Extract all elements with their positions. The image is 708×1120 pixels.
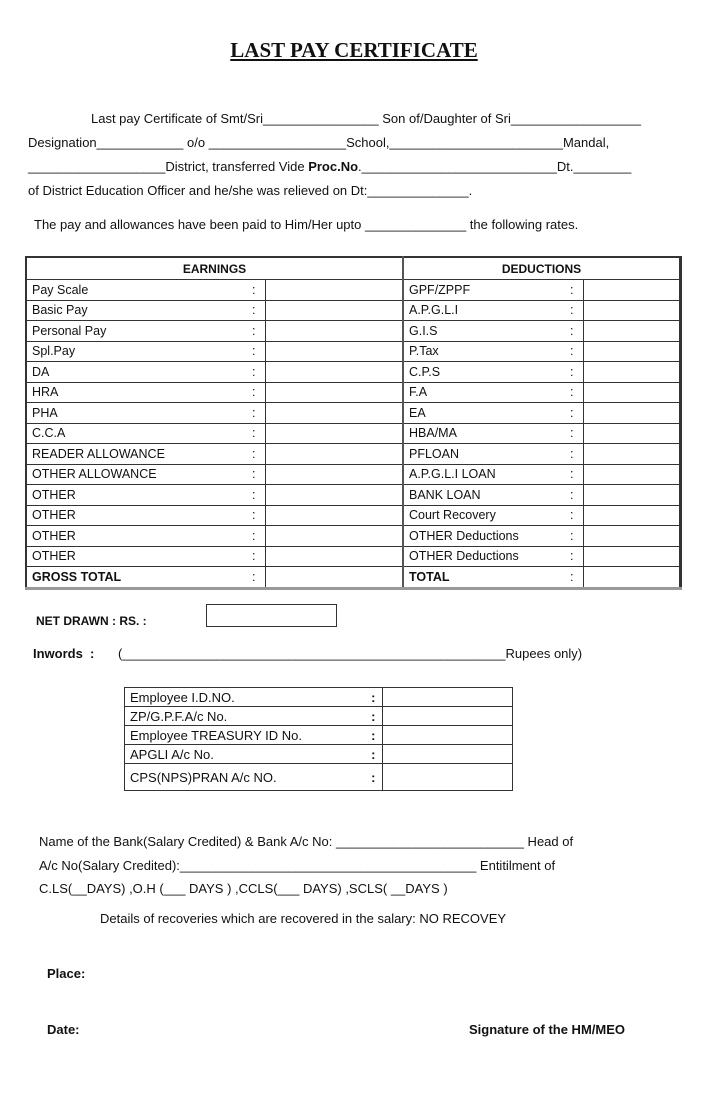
earning-label: DA [26, 362, 243, 383]
table-row [26, 300, 681, 321]
employee-field-label: APGLI A/c No. [125, 745, 365, 764]
employee-row [125, 688, 513, 707]
employee-details-table [124, 687, 513, 791]
employee-field-label: ZP/G.P.F.A/c No. [125, 707, 365, 726]
earning-label: Basic Pay [26, 300, 243, 321]
earning-colon: : [243, 321, 265, 342]
intro-line-2: Designation____________ o/o ___________________School,________________________Mandal, [28, 135, 610, 150]
earning-value[interactable] [265, 300, 403, 321]
earning-colon: : [243, 362, 265, 383]
deduction-value[interactable] [583, 526, 681, 547]
deduction-colon: : [561, 341, 583, 362]
table-row [26, 280, 681, 301]
deduction-value[interactable] [583, 423, 681, 444]
employee-field-value[interactable] [383, 688, 513, 707]
deduction-colon: : [561, 300, 583, 321]
earning-label: READER ALLOWANCE [26, 444, 243, 465]
deduction-value[interactable] [583, 362, 681, 383]
recoveries-text: Details of recoveries which are recovered in the salary: NO RECOVEY [100, 911, 507, 926]
deduction-value[interactable] [583, 485, 681, 506]
earning-value[interactable] [265, 526, 403, 547]
employee-field-value[interactable] [383, 745, 513, 764]
net-drawn-label: NET DRAWN : RS. : [36, 614, 147, 628]
earning-colon: : [243, 341, 265, 362]
intro-line-3c: .___________________________Dt.________ [358, 159, 632, 174]
earning-value[interactable] [265, 280, 403, 301]
earning-label: OTHER [26, 505, 243, 526]
table-row [26, 546, 681, 567]
deduction-label: TOTAL [403, 567, 561, 589]
deduction-value[interactable] [583, 321, 681, 342]
earning-label: Personal Pay [26, 321, 243, 342]
employee-colon: : [365, 707, 383, 726]
earning-value[interactable] [265, 444, 403, 465]
net-drawn-field[interactable] [206, 604, 337, 627]
table-row [26, 341, 681, 362]
deduction-colon: : [561, 567, 583, 589]
table-row [26, 382, 681, 403]
earning-value[interactable] [265, 321, 403, 342]
bank-line-1: Name of the Bank(Salary Credited) & Bank A/c No: __________________________ Head of [39, 834, 574, 849]
earning-label: OTHER ALLOWANCE [26, 464, 243, 485]
employee-row [125, 707, 513, 726]
deduction-label: BANK LOAN [403, 485, 561, 506]
earning-label: C.C.A [26, 423, 243, 444]
deduction-label: C.P.S [403, 362, 561, 383]
table-row [26, 444, 681, 465]
deduction-label: Court Recovery [403, 505, 561, 526]
table-header-row [26, 257, 681, 280]
intro-line-1: Last pay Certificate of Smt/Sri________________ Son of/Daughter of Sri__________________ [91, 111, 642, 126]
earning-colon: : [243, 567, 265, 589]
employee-colon: : [365, 764, 383, 791]
deduction-label: F.A [403, 382, 561, 403]
deduction-value[interactable] [583, 464, 681, 485]
deduction-label: PFLOAN [403, 444, 561, 465]
signature-label: Signature of the HM/MEO [469, 1022, 625, 1037]
deduction-label: OTHER Deductions [403, 546, 561, 567]
earning-colon: : [243, 526, 265, 547]
earning-value[interactable] [265, 546, 403, 567]
place-label: Place: [47, 966, 86, 981]
deduction-colon: : [561, 403, 583, 424]
intro-line-3 [28, 159, 631, 174]
table-row [26, 362, 681, 383]
earning-label: GROSS TOTAL [26, 567, 243, 589]
employee-colon: : [365, 726, 383, 745]
deduction-label: G.I.S [403, 321, 561, 342]
deduction-colon: : [561, 546, 583, 567]
earning-value[interactable] [265, 505, 403, 526]
earning-value[interactable] [265, 423, 403, 444]
earning-label: Pay Scale [26, 280, 243, 301]
inwords-label: Inwords : [33, 646, 95, 661]
bank-line-2: A/c No(Salary Credited):_________________________________________ Entitilment of [39, 858, 556, 873]
deduction-colon: : [561, 382, 583, 403]
deduction-label: HBA/MA [403, 423, 561, 444]
deduction-value[interactable] [583, 567, 681, 589]
table-row [26, 505, 681, 526]
earning-colon: : [243, 382, 265, 403]
deduction-value[interactable] [583, 341, 681, 362]
bank-line-3: C.LS(__DAYS) ,O.H (___ DAYS ) ,CCLS(___ DAYS) ,SCLS( __DAYS ) [39, 881, 448, 896]
employee-field-label: CPS(NPS)PRAN A/c NO. [125, 764, 365, 791]
earning-colon: : [243, 464, 265, 485]
employee-row [125, 764, 513, 791]
earning-label: Spl.Pay [26, 341, 243, 362]
employee-field-label: Employee TREASURY ID No. [125, 726, 365, 745]
employee-field-value[interactable] [383, 726, 513, 745]
deduction-label: A.P.G.L.I LOAN [403, 464, 561, 485]
deduction-label: EA [403, 403, 561, 424]
deduction-colon: : [561, 321, 583, 342]
table-row [26, 464, 681, 485]
page-title [0, 38, 708, 63]
table-row [26, 403, 681, 424]
earning-colon: : [243, 403, 265, 424]
deduction-colon: : [561, 505, 583, 526]
date-label: Date: [47, 1022, 80, 1037]
deduction-value[interactable] [583, 280, 681, 301]
earnings-deductions-table [25, 256, 682, 590]
deduction-colon: : [561, 444, 583, 465]
title-text: LAST PAY CERTIFICATE [230, 38, 478, 62]
earning-colon: : [243, 280, 265, 301]
intro-line-4: of District Education Officer and he/she was relieved on Dt:______________. [28, 183, 473, 198]
deduction-colon: : [561, 423, 583, 444]
employee-colon: : [365, 745, 383, 764]
table-row [26, 485, 681, 506]
deduction-colon: : [561, 526, 583, 547]
intro-line-5: The pay and allowances have been paid to Him/Her upto ______________ the following rates. [34, 217, 579, 232]
earning-value[interactable] [265, 464, 403, 485]
employee-colon: : [365, 688, 383, 707]
employee-field-value[interactable] [383, 707, 513, 726]
earning-colon: : [243, 485, 265, 506]
earning-colon: : [243, 423, 265, 444]
earning-label: PHA [26, 403, 243, 424]
deduction-value[interactable] [583, 300, 681, 321]
table-row [26, 423, 681, 444]
deduction-colon: : [561, 485, 583, 506]
earning-colon: : [243, 505, 265, 526]
employee-row [125, 726, 513, 745]
earning-label: OTHER [26, 485, 243, 506]
deduction-value[interactable] [583, 403, 681, 424]
proc-no-label: Proc.No [308, 159, 359, 174]
earning-value[interactable] [265, 485, 403, 506]
employee-field-label: Employee I.D.NO. [125, 688, 365, 707]
deduction-label: A.P.G.L.I [403, 300, 561, 321]
earning-label: OTHER [26, 526, 243, 547]
earning-colon: : [243, 300, 265, 321]
deduction-label: P.Tax [403, 341, 561, 362]
deduction-value[interactable] [583, 505, 681, 526]
deduction-value[interactable] [583, 382, 681, 403]
table-row [26, 321, 681, 342]
deduction-label: GPF/ZPPF [403, 280, 561, 301]
deduction-colon: : [561, 464, 583, 485]
deduction-colon: : [561, 280, 583, 301]
deduction-value[interactable] [583, 444, 681, 465]
earning-value[interactable] [265, 382, 403, 403]
earning-value[interactable] [265, 567, 403, 589]
earning-value[interactable] [265, 403, 403, 424]
earning-label: HRA [26, 382, 243, 403]
earning-colon: : [243, 546, 265, 567]
earning-colon: : [243, 444, 265, 465]
employee-row [125, 745, 513, 764]
earning-value[interactable] [265, 362, 403, 383]
deduction-colon: : [561, 362, 583, 383]
intro-line-3a: ___________________District, transferred Vide [28, 159, 309, 174]
deduction-value[interactable] [583, 546, 681, 567]
earnings-header: EARNINGS [26, 257, 403, 280]
deduction-label: OTHER Deductions [403, 526, 561, 547]
inwords-field[interactable]: (_____________________________________________________Rupees only) [118, 646, 583, 661]
employee-field-value[interactable] [383, 764, 513, 791]
earning-label: OTHER [26, 546, 243, 567]
table-row [26, 567, 681, 589]
table-row [26, 526, 681, 547]
deductions-header: DEDUCTIONS [403, 257, 681, 280]
earning-value[interactable] [265, 341, 403, 362]
